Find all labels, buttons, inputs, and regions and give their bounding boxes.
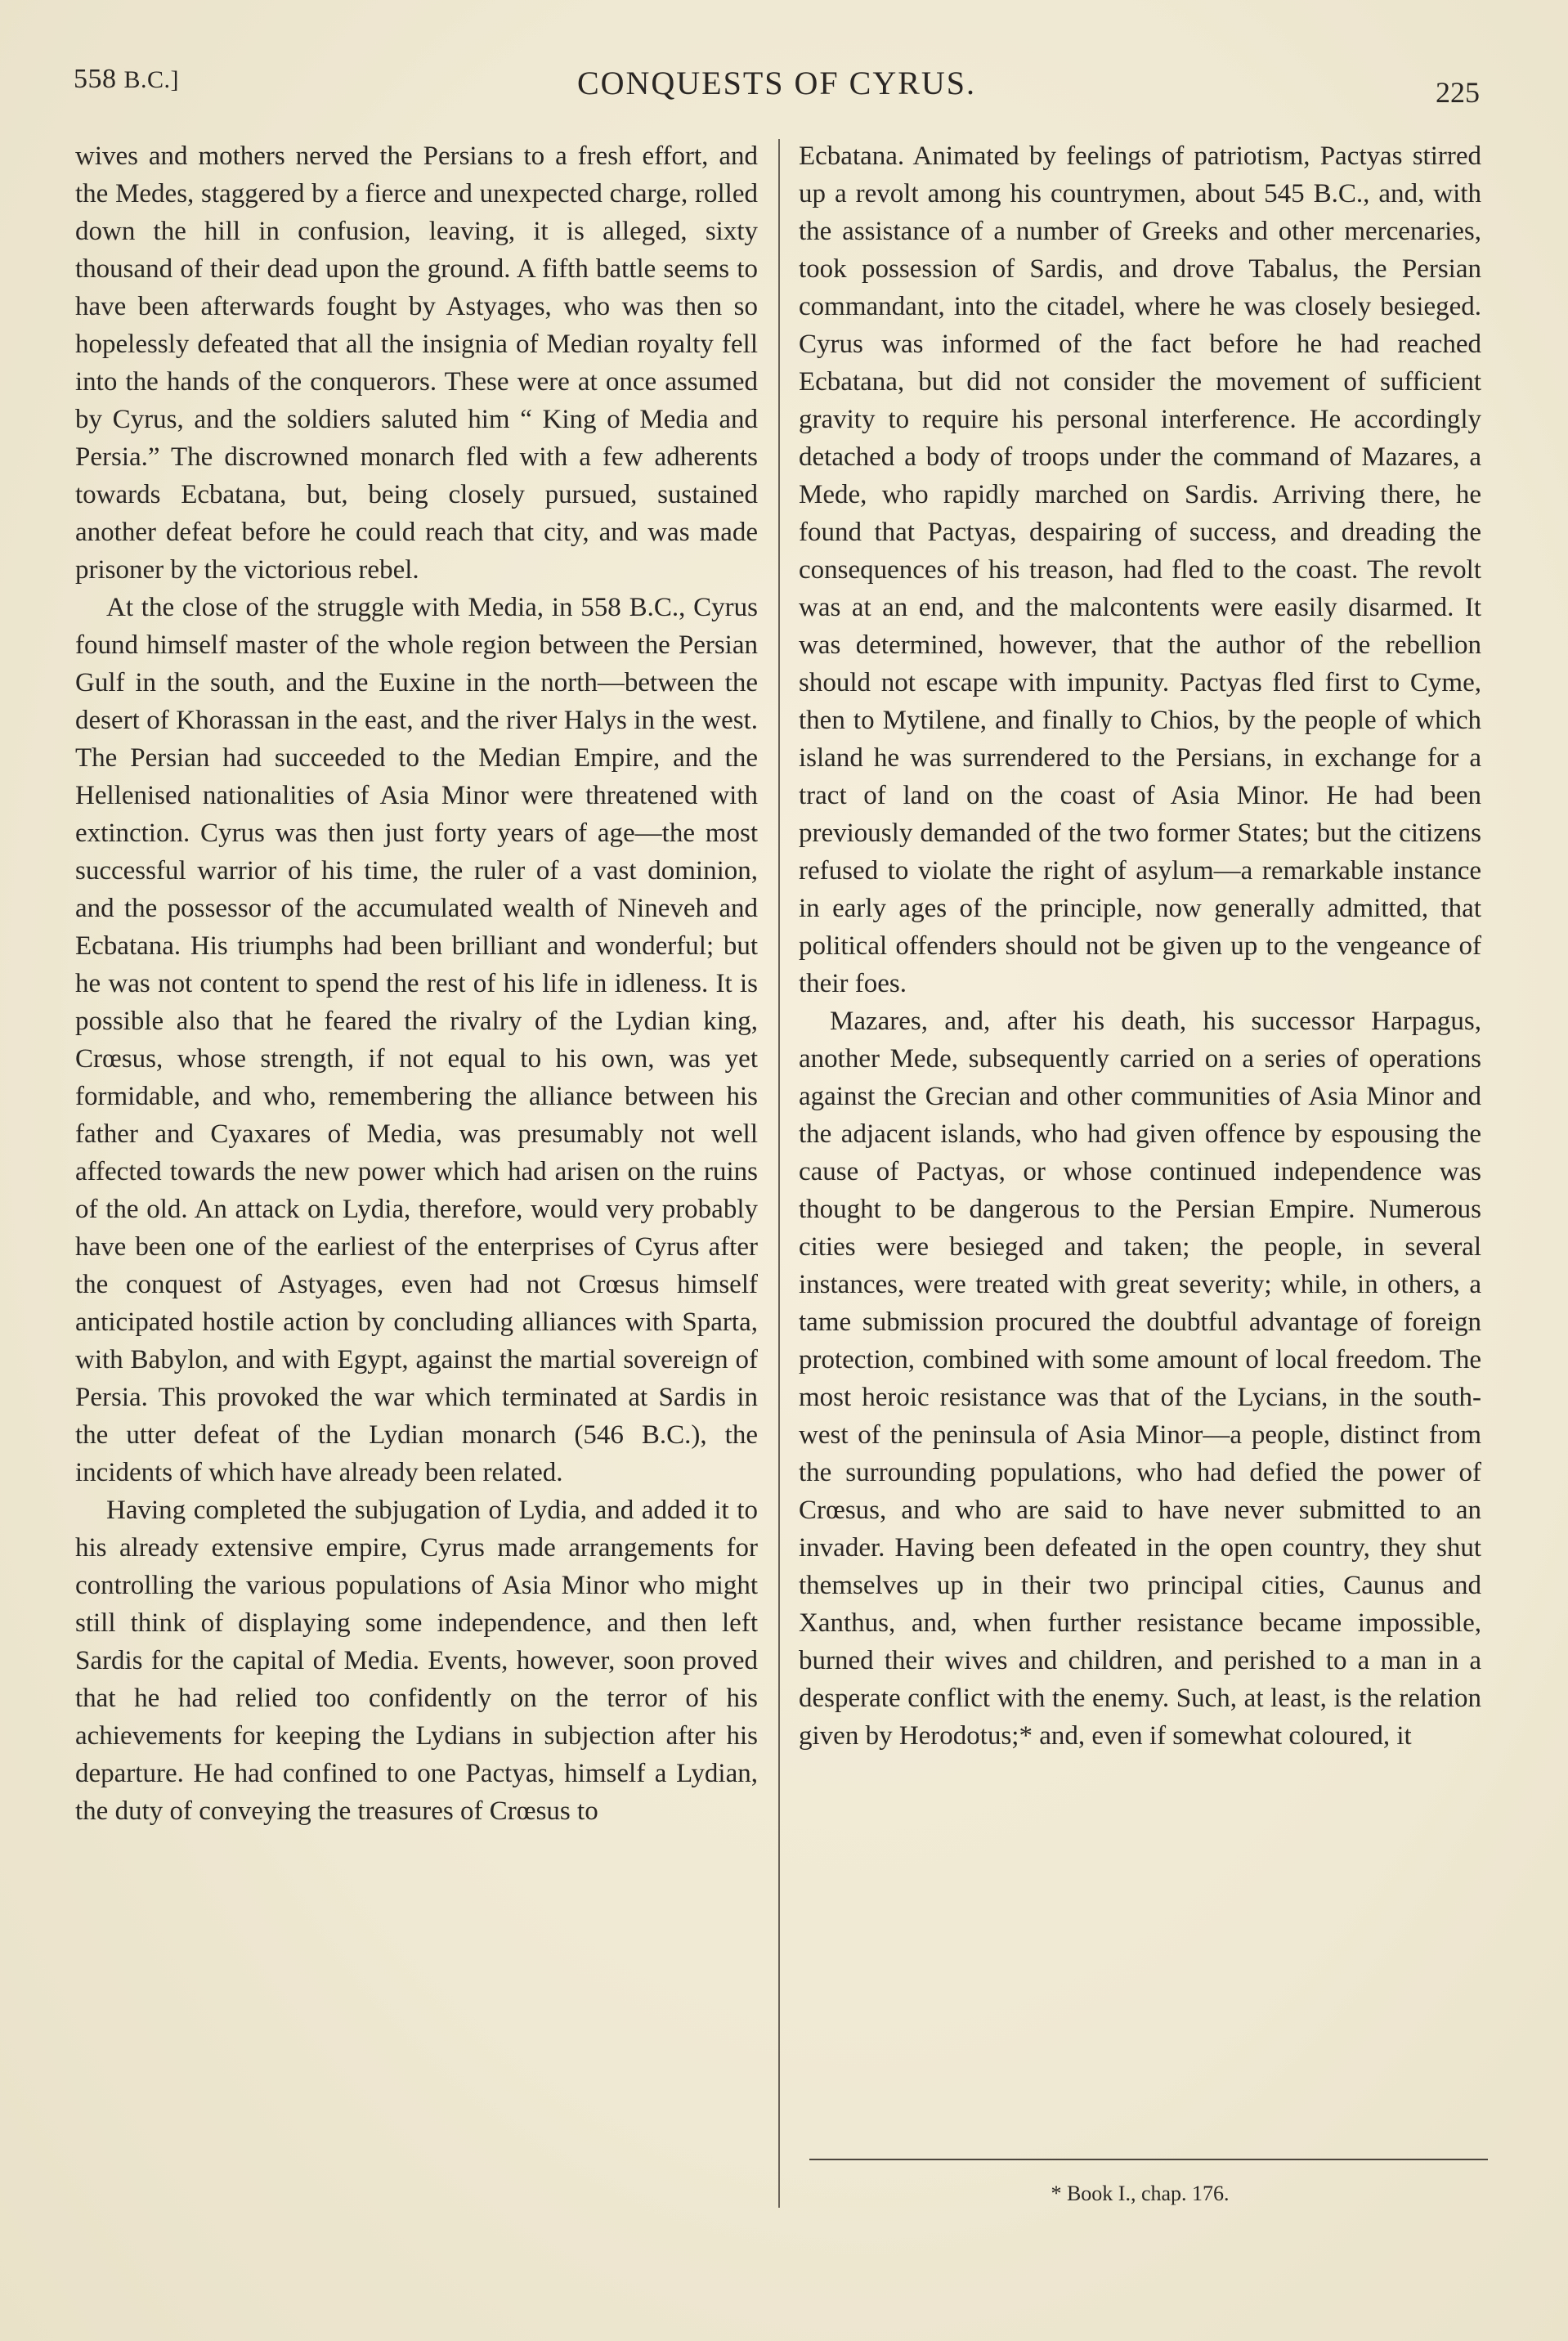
footnote-rule	[809, 2159, 1488, 2160]
right-column	[799, 137, 1481, 1755]
header-era: B.C.]	[123, 66, 180, 93]
page-title: CONQUESTS OF CYRUS.	[576, 65, 977, 101]
paragraph: Having completed the subjugation of Lydia, and added it to his already extensive empire, Cyrus made arrangements for controlling the various populations of Asia Minor who might still think of displaying some independence, and then left Sardis for the capital of Media. Events, however, soon proved that he had relied too confidently on the terror of his achievements for keeping the Lydians in subjection after his departure. He had confined to one Pactyas, himself a Lydian, the duty of conveying the treasures of Crœsus to	[75, 1496, 758, 1826]
running-header	[74, 64, 1480, 113]
page-number: 225	[1436, 76, 1480, 109]
paragraph: Ecbatana. Animated by feelings of patriotism, Pactyas stirred up a revolt among his countrymen, about 545 B.C., and, with the assistance of a number of Greeks and other mercenaries, took possession of Sardis, and drove Tabalus, the Persian commandant, into the citadel, where he was closely besieged. Cyrus was informed of the fact before he had reached Ecbatana, but did not consider the movement of sufficient gravity to require his personal interference. He accordingly detached a body of troops under the command of Mazares, a Mede, who rapidly marched on Sardis. Arriving there, he found that Pactyas, despairing of success, and dreading the consequences of his treason, had fled to the coast. The revolt was at an end, and the malcontents were easily disarmed. It was determined, however, that the author of the rebellion should not escape with impunity. Pactyas fled first to Cyme, then to Mytilene, and finally to Chios, by the people of which island he was surrendered to the Persians, in exchange for a tract of land on the coast of Asia Minor. He had been previously demanded of the two former States; but the citizens refused to violate the right of asylum—a remarkable instance in early ages of the principle, now generally admitted, that political offenders should not be given up to the vengeance of their foes.	[799, 141, 1481, 998]
paragraph: wives and mothers nerved the Persians to a fresh effort, and the Medes, staggered by a fierce and unexpected charge, rolled down the hill in confusion, leaving, it is alleged, sixty thousand of their dead upon the ground. A fifth battle seems to have been afterwards fought by Astyages, who was then so hopelessly defeated that all the insignia of Median royalty fell into the hands of the conquerors. These were at once assumed by Cyrus, and the soldiers saluted him “ King of Media and Persia.” The discrowned monarch fled with a few adherents towards Ecbatana, but, being closely pursued, sustained another defeat before he could reach that city, and was made prisoner by the victorious rebel.	[75, 141, 758, 585]
header-year: 558	[74, 64, 117, 94]
column-divider	[778, 139, 780, 2208]
paragraph: Mazares, and, after his death, his successor Harpagus, another Mede, subsequently carried on a series of operations against the Grecian and other communities of Asia Minor and the adjacent islands, who had given offence by espousing the cause of Pactyas, or whose continued independence was thought to be dangerous to the Persian Empire. Numerous cities were besieged and taken; the people, in several instances, were treated with great severity; while, in others, a tame submission procured the doubtful advantage of foreign protection, combined with some amount of local freedom. The most heroic resistance was that of the Lycians, in the south-west of the peninsula of Asia Minor—a people, distinct from the surrounding populations, who had defied the power of Crœsus, and who are said to have never submitted to an invader. Having been defeated in the open country, they shut themselves up in their two principal cities, Caunus and Xanthus, and, when further resistance became impossible, burned their wives and children, and perished to a man in a desperate conflict with the enemy. Such, at least, is the relation given by Herodotus;* and, even if somewhat coloured, it	[799, 1007, 1481, 1751]
paragraph: At the close of the struggle with Media, in 558 B.C., Cyrus found himself master of the whole region between the Persian Gulf in the south, and the Euxine in the north—between the desert of Khorassan in the east, and the river Halys in the west. The Persian had succeeded to the Median Empire, and the Hellenised nationalities of Asia Minor were threatened with extinction. Cyrus was then just forty years of age—the most successful warrior of his time, the ruler of a vast dominion, and the possessor of the accumulated wealth of Nineveh and Ecbatana. His triumphs had been brilliant and wonderful; but he was not content to spend the rest of his life in idleness. It is possible also that he feared the rivalry of the Lydian king, Crœsus, whose strength, if not equal to his own, was yet formidable, and who, remembering the alliance between his father and Cyaxares of Media, was presumably not well affected towards the new power which had arisen on the ruins of the old. An attack on Lydia, therefore, would very probably have been one of the earliest of the enterprises of Cyrus after the conquest of Astyages, even had not Crœsus himself anticipated hostile action by concluding alliances with Sparta, with Babylon, and with Egypt, against the martial sovereign of Persia. This provoked the war which terminated at Sardis in the utter defeat of the Lydian monarch (546 B.C.), the incidents of which have already been related.	[75, 593, 758, 1487]
footnote: * Book I., chap. 176.	[1051, 2182, 1230, 2205]
left-column	[75, 137, 758, 1830]
